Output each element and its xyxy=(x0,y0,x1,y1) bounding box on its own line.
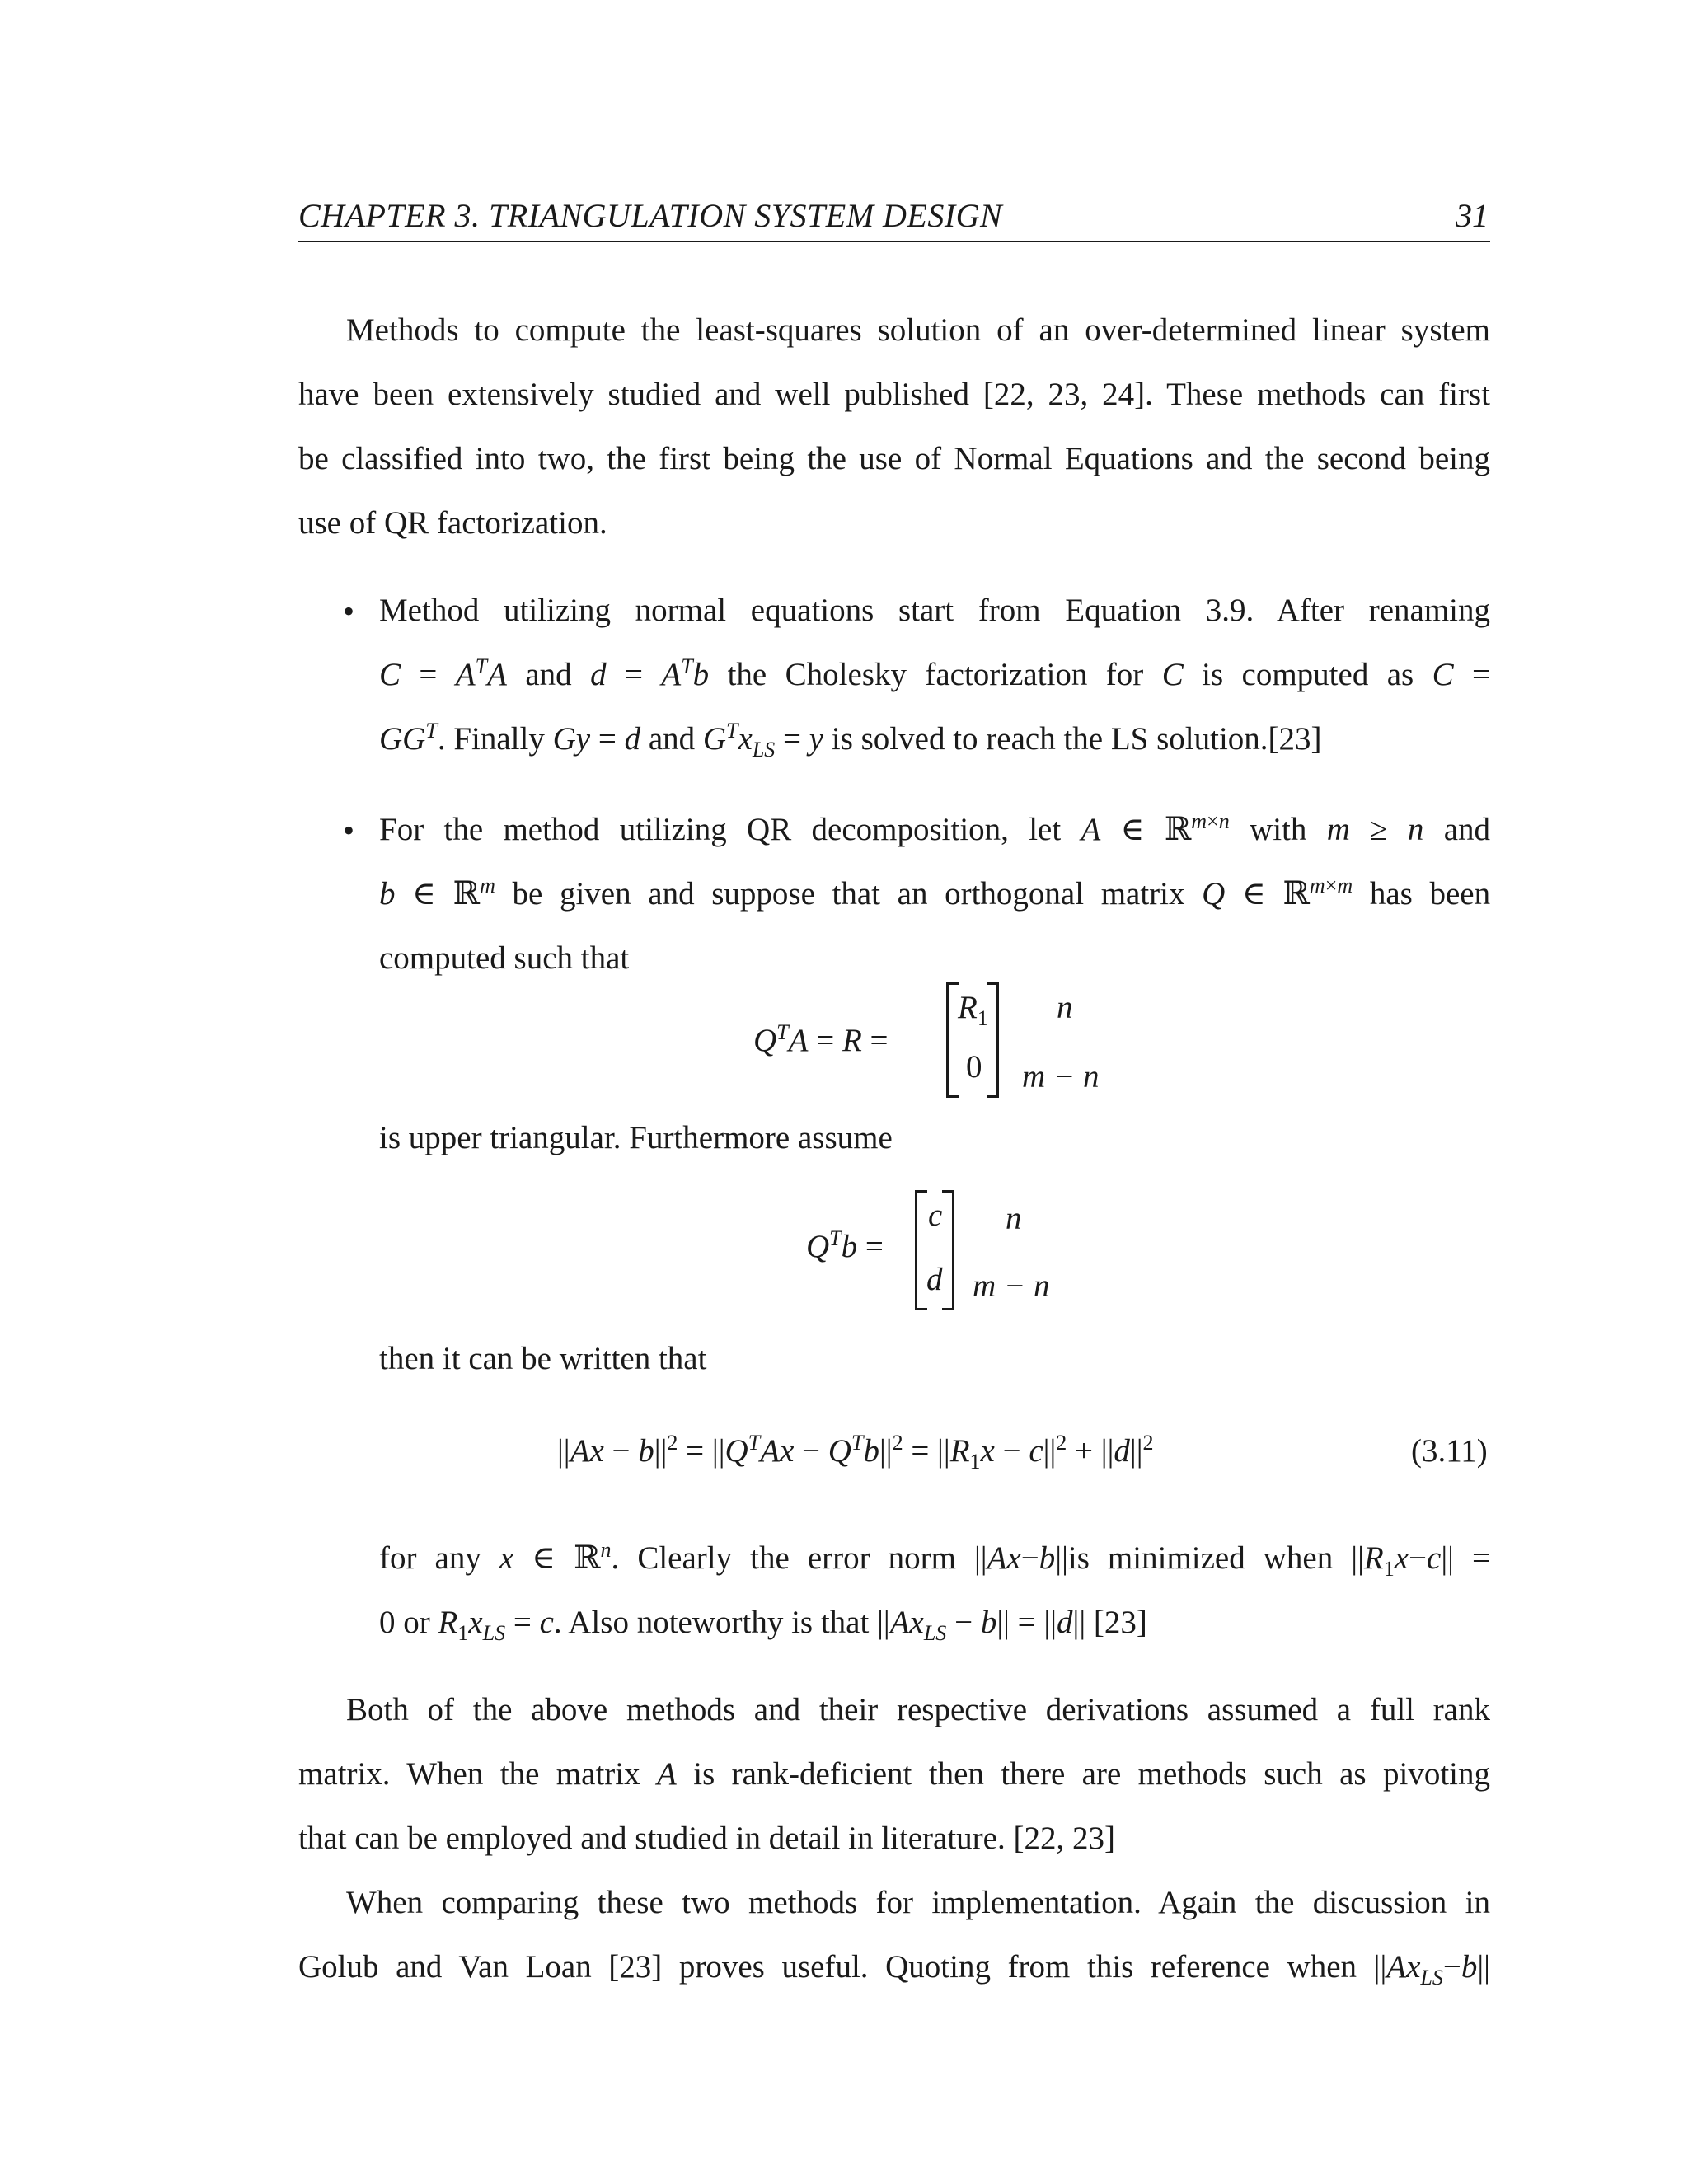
row-dim-m-minus-n: m − n xyxy=(1022,1059,1100,1094)
post1-text-c: is minimized when xyxy=(1067,1540,1334,1576)
equation-qtb: $Q^Tb$ = xyxy=(806,1226,884,1264)
bullet2-after-eq1: is upper triangular. Furthermore assume xyxy=(379,1120,893,1155)
para3-line-2-text: Golub and Van Loan [23] proves useful. Quoting from this reference when xyxy=(298,1949,1357,1985)
bullet1-line-1: Method utilizing normal equations start from Equation 3.9. After renaming xyxy=(379,593,1490,628)
bullet2-line-3: computed such that xyxy=(379,940,630,976)
bullet1-line-2-text-b: is computed as xyxy=(1202,657,1414,692)
bracket-right xyxy=(942,1190,954,1310)
post2-text-b: . Also noteworthy is that xyxy=(553,1605,870,1640)
post2-text-a: or xyxy=(403,1605,430,1640)
bullet2-line-2-text-b: has been xyxy=(1369,876,1491,912)
matrix-entry-d: d xyxy=(926,1262,943,1297)
bullet2-post-line-1: for any x ∈ ℝ$^n$. Clearly the error norm ||Ax−b||is minimized when $||R_1x-c||$ = xyxy=(379,1538,1491,1581)
bullet1-line-2: $C = A^TA$ and $d = A^Tb$ the Cholesky factorization for C is computed as C = xyxy=(379,654,1491,692)
bullet1-line-2-text-a: the Cholesky factorization for xyxy=(727,657,1144,692)
bullet1-line-3-text-b: and xyxy=(648,721,696,757)
para2-line-1: Both of the above methods and their respective derivations assumed a full rank xyxy=(346,1692,1490,1727)
intro-line-1: Methods to compute the least-squares solution of an over-determined linear system xyxy=(346,312,1490,348)
bracket-right xyxy=(987,982,999,1098)
row-dim-m-minus-n-2: m − n xyxy=(973,1268,1050,1304)
para2-line-2-text-a: matrix. When the matrix xyxy=(298,1756,640,1792)
intro-line-3: be classified into two, the first being the use of Normal Equations and the second being xyxy=(298,441,1490,476)
bullet2-post-line-2: 0 or $R_1x_{LS} = c$. Also noteworthy is that $||Ax_{LS} - b|| = ||d||$ [23] xyxy=(379,1605,1147,1645)
bullet1-line-3-text-c: is solved to reach the LS solution.[23] xyxy=(831,721,1322,757)
matrix-r-entry-zero: 0 xyxy=(966,1049,982,1085)
matrix-entry-c: c xyxy=(928,1197,943,1233)
para2-line-3: that can be employed and studied in detail in literature. [22, 23] xyxy=(298,1821,1115,1856)
matrix-cd xyxy=(915,1190,954,1310)
intro-line-2: have been extensively studied and well published [22, 23, 24]. These methods can first xyxy=(298,377,1490,412)
row-dim-n: n xyxy=(1057,990,1073,1025)
bullet2-line-1-text-a: For the method utilizing QR decomposition, let xyxy=(379,812,1062,847)
para2-line-2: matrix. When the matrix A is rank-deficient then there are methods such as pivoting xyxy=(298,1756,1491,1792)
equation-3-11: $||Ax - b||^2 = ||Q^TAx - Q^Tb||^2 = ||R_1x - c||^2 + ||d||^2$ xyxy=(557,1431,1154,1474)
row-dim-n-2: n xyxy=(1006,1201,1022,1236)
post2-text-c: [23] xyxy=(1093,1605,1147,1640)
equation-qta: $Q^TA = R$ = xyxy=(753,1020,889,1058)
para3-line-2: Golub and Van Loan [23] proves useful. Quoting from this reference when $||Ax_{LS}-b||$ xyxy=(298,1949,1490,1990)
matrix-r xyxy=(946,982,999,1098)
bracket-left xyxy=(915,1190,927,1310)
bullet2-line-2: b ∈ ℝ$^m$ be given and suppose that an orthogonal matrix Q ∈ ℝ$^{m\times m}$ has been xyxy=(379,874,1491,912)
bullet1-line-3: $GG^T$. Finally Gy = d and $G^Tx_{LS} = y$ is solved to reach the LS solution.[23] xyxy=(379,719,1322,762)
bullet2-line-1-text-c: and xyxy=(1443,812,1491,847)
bullet2-line-2-text-a: be given and suppose that an orthogonal matrix xyxy=(512,876,1185,912)
post1-text-b: . Clearly the error norm xyxy=(611,1540,956,1576)
running-header xyxy=(298,191,1490,242)
equation-number: (3.11) xyxy=(1411,1433,1488,1469)
para3-line-1: When comparing these two methods for implementation. Again the discussion in xyxy=(346,1885,1490,1920)
chapter-title: CHAPTER 3. TRIANGULATION SYSTEM DESIGN xyxy=(298,197,1003,234)
bullet-marker-1: • xyxy=(343,593,355,630)
para2-line-2-text-b: is rank-deficient then there are methods such as pivoting xyxy=(693,1756,1491,1792)
bullet1-line-3-text-a: . Finally xyxy=(437,721,545,757)
bullet-marker-2: • xyxy=(343,812,355,849)
matrix-r-entry-r1: $R_1$ xyxy=(958,990,988,1030)
post1-text-a: for any xyxy=(379,1540,481,1576)
page-number: 31 xyxy=(1456,197,1489,234)
bullet2-line-1-text-b: with xyxy=(1250,812,1307,847)
bracket-left xyxy=(946,982,959,1098)
intro-line-4: use of QR factorization. xyxy=(298,505,607,541)
bullet2-after-eq2: then it can be written that xyxy=(379,1341,707,1376)
bullet2-line-1: For the method utilizing QR decomposition, let A ∈ ℝ$^{m\times n}$ with m ≥ n and xyxy=(379,809,1491,847)
